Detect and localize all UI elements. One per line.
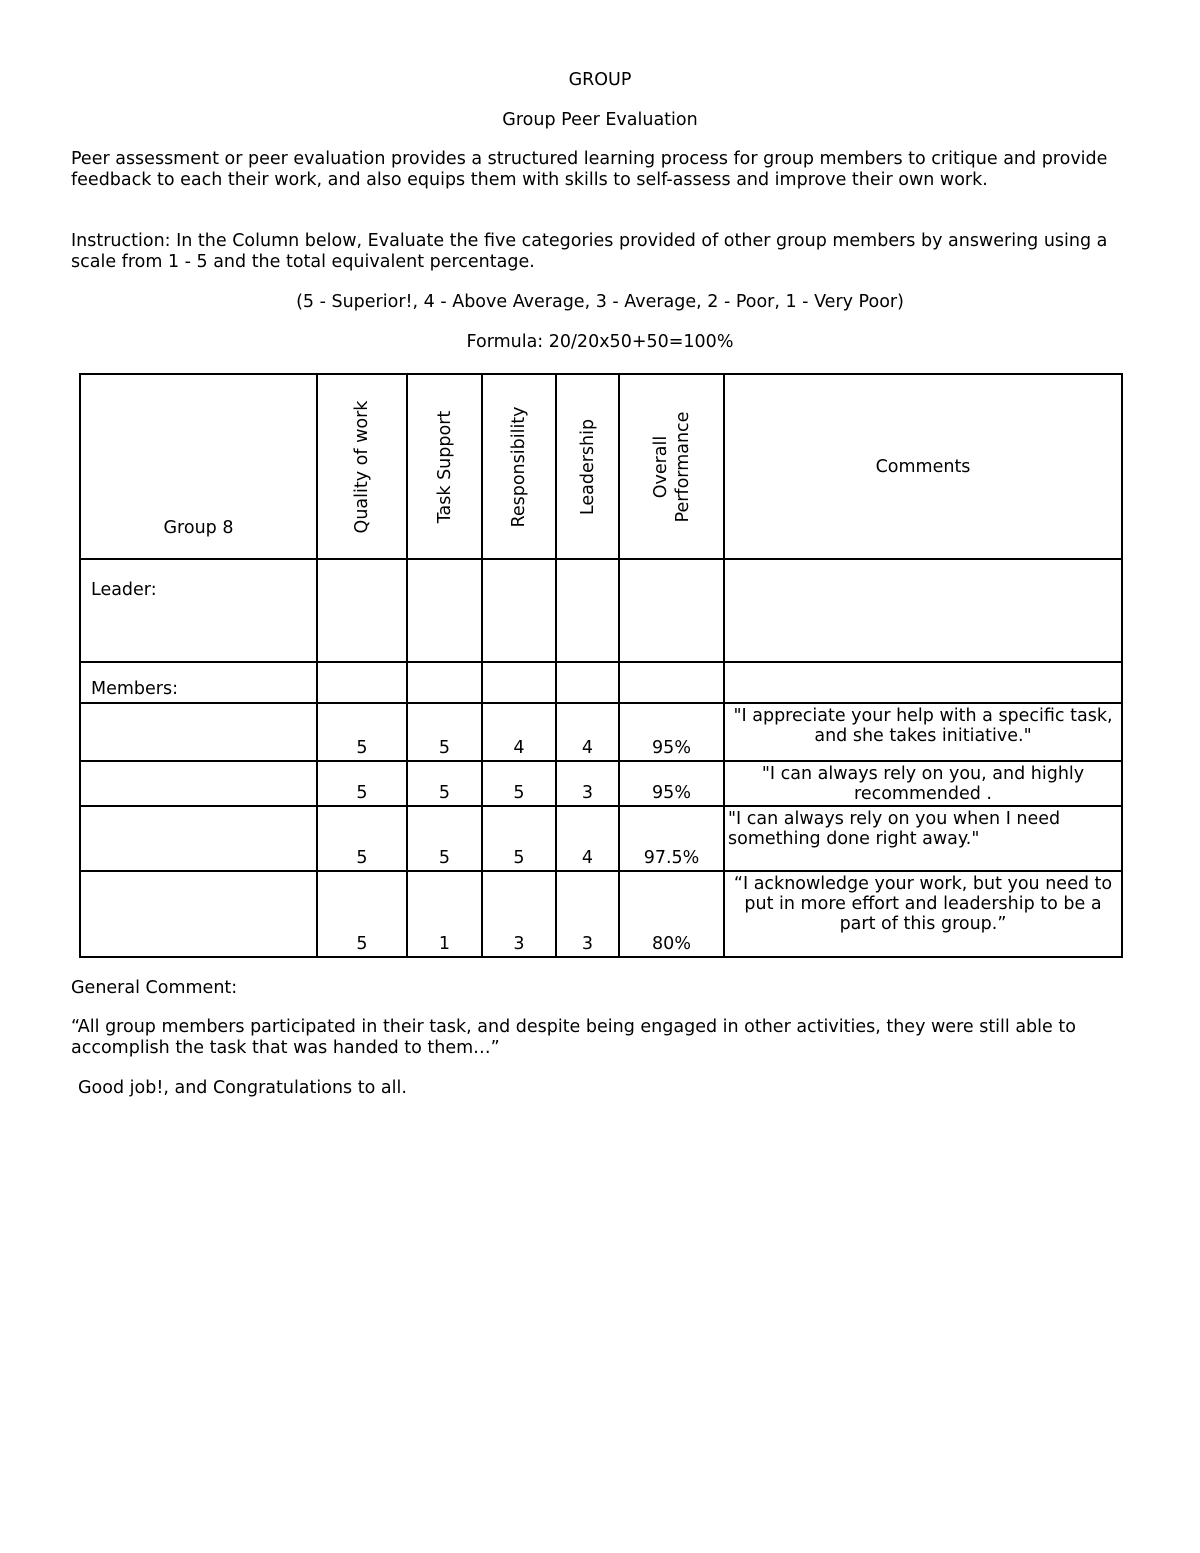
table-header-row xyxy=(80,374,1122,559)
table-row xyxy=(80,761,1122,806)
members-label: Members: xyxy=(80,662,317,703)
member-name-cell[interactable] xyxy=(80,806,317,871)
quality-score: 5 xyxy=(317,806,407,871)
document-title: Group Peer Evaluation xyxy=(502,110,698,130)
header-leadership xyxy=(556,374,619,559)
responsibility-score: 4 xyxy=(482,703,556,761)
scale-legend: (5 - Superior!, 4 - Above Average, 3 - Average, 2 - Poor, 1 - Very Poor) xyxy=(296,292,904,312)
leader-task-support-cell[interactable] xyxy=(407,559,482,662)
table-row xyxy=(80,806,1122,871)
leader-comment-cell[interactable] xyxy=(724,559,1122,662)
instruction-paragraph: Instruction: In the Column below, Evaluate the five categories provided of other group members by answering using a scale from 1 - 5 and the total equivalent percentage. xyxy=(71,231,1108,272)
formula-line: Formula: 20/20x50+50=100% xyxy=(466,332,734,352)
header-responsibility xyxy=(482,374,556,559)
task-support-score: 5 xyxy=(407,703,482,761)
overall-score: 80% xyxy=(619,871,724,957)
leader-leadership-cell[interactable] xyxy=(556,559,619,662)
header-overall-performance xyxy=(619,374,724,559)
overall-score: 95% xyxy=(619,761,724,806)
intro-paragraph: Peer assessment or peer evaluation provides a structured learning process for group members to critique and provide feedback to each their work, and also equips them with skills to self-assess and improve their own work. xyxy=(71,149,1108,190)
header-quality-of-work xyxy=(317,374,407,559)
member-name-cell[interactable] xyxy=(80,703,317,761)
quality-score: 5 xyxy=(317,871,407,957)
overall-score: 95% xyxy=(619,703,724,761)
member-comment: "I appreciate your help with a specific task, and she takes initiative." xyxy=(724,703,1122,761)
general-comment-text: “All group members participated in their task, and despite being engaged in other activities, they were still able to accomplish the task that was handed to them…” xyxy=(71,1017,1076,1058)
header-overall-line2: Performance xyxy=(672,411,693,522)
quality-score: 5 xyxy=(317,761,407,806)
member-comment: “I acknowledge your work, but you need to put in more effort and leadership to be a part of this group.” xyxy=(724,871,1122,957)
member-comment: "I can always rely on you when I need something done right away." xyxy=(724,806,1122,871)
table-row xyxy=(80,703,1122,761)
responsibility-score: 5 xyxy=(482,761,556,806)
evaluation-table xyxy=(79,373,1123,958)
header-task-support xyxy=(407,374,482,559)
header-quality-label: Quality of work xyxy=(352,400,372,533)
overall-score: 97.5% xyxy=(619,806,724,871)
table-row xyxy=(80,871,1122,957)
task-support-score: 1 xyxy=(407,871,482,957)
leadership-score: 3 xyxy=(556,871,619,957)
leader-label: Leader: xyxy=(80,559,317,662)
closing-line: Good job!, and Congratulations to all. xyxy=(78,1078,407,1098)
document-heading: GROUP xyxy=(568,70,632,90)
leadership-score: 4 xyxy=(556,806,619,871)
header-overall-line1: Overall xyxy=(650,435,671,498)
leadership-score: 4 xyxy=(556,703,619,761)
member-name-cell[interactable] xyxy=(80,761,317,806)
member-name-cell[interactable] xyxy=(80,871,317,957)
leader-quality-cell[interactable] xyxy=(317,559,407,662)
header-task-support-label: Task Support xyxy=(434,410,455,523)
header-leadership-label: Leadership xyxy=(577,418,598,515)
leadership-score: 3 xyxy=(556,761,619,806)
leader-overall-cell[interactable] xyxy=(619,559,724,662)
group-label: Group 8 xyxy=(80,374,317,559)
responsibility-score: 3 xyxy=(482,871,556,957)
leader-responsibility-cell[interactable] xyxy=(482,559,556,662)
header-responsibility-label: Responsibility xyxy=(509,405,529,528)
responsibility-score: 5 xyxy=(482,806,556,871)
leader-row xyxy=(80,559,1122,662)
header-comments: Comments xyxy=(724,374,1122,559)
member-comment: "I can always rely on you, and highly recommended . xyxy=(724,761,1122,806)
quality-score: 5 xyxy=(317,703,407,761)
members-header-row xyxy=(80,662,1122,703)
general-comment-label: General Comment: xyxy=(71,978,238,998)
task-support-score: 5 xyxy=(407,761,482,806)
task-support-score: 5 xyxy=(407,806,482,871)
